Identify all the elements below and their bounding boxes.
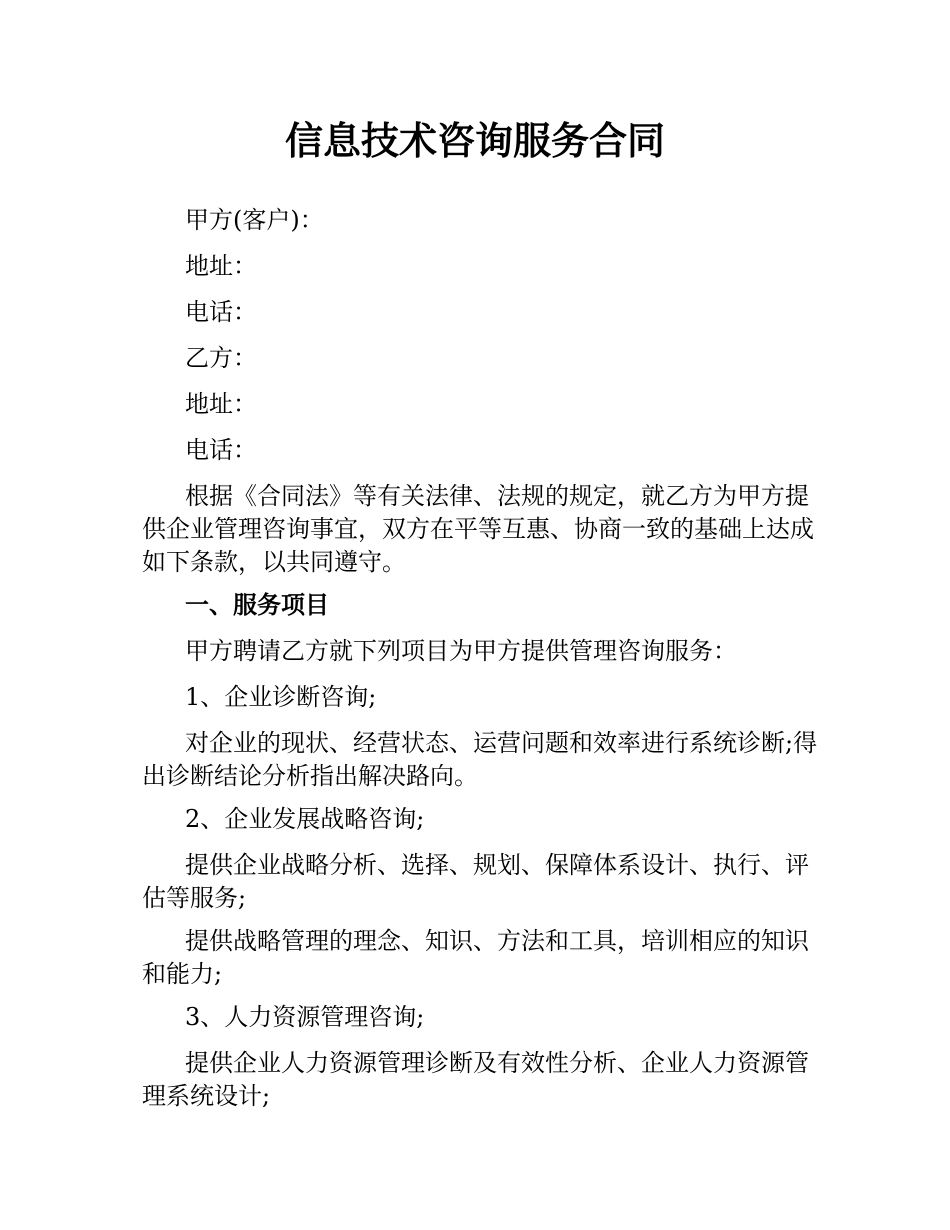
party-b-phone-label: 电话： [185, 436, 257, 464]
party-a-address-label: 地址： [185, 252, 257, 280]
service-item-1-heading: 1、企业诊断咨询; [185, 683, 377, 711]
service-item-3-heading: 3、人力资源管理咨询; [185, 1003, 425, 1031]
party-a-phone-label: 电话： [185, 298, 257, 326]
service-item-1-description: 对企业的现状、经营状态、运营问题和效率进行系统诊断;得出诊断结论分析指出解决路向。 [142, 729, 818, 790]
service-item-2-heading: 2、企业发展战略咨询; [185, 805, 425, 833]
document-title: 信息技术咨询服务合同 [284, 119, 665, 163]
service-item-3-description: 提供企业人力资源管理诊断及有效性分析、企业人力资源管理系统设计; [142, 1049, 809, 1110]
section-heading-services: 一、服务项目 [185, 591, 329, 619]
preamble-paragraph: 根据《合同法》等有关法律、法规的规定，就乙方为甲方提供企业管理咨询事宜，双方在平等互惠、协商一致的基础上达成如下条款，以共同遵守。 [142, 482, 814, 576]
service-item-2-description-1: 提供企业战略分析、选择、规划、保障体系设计、执行、评估等服务; [142, 851, 809, 912]
party-b-label: 乙方： [185, 344, 257, 372]
party-a-label: 甲方(客户)： [185, 206, 324, 234]
services-intro-paragraph: 甲方聘请乙方就下列项目为甲方提供管理咨询服务： [185, 637, 737, 665]
service-item-2-description-2: 提供战略管理的理念、知识、方法和工具，培训相应的知识和能力; [142, 927, 809, 988]
party-b-address-label: 地址： [185, 390, 257, 418]
